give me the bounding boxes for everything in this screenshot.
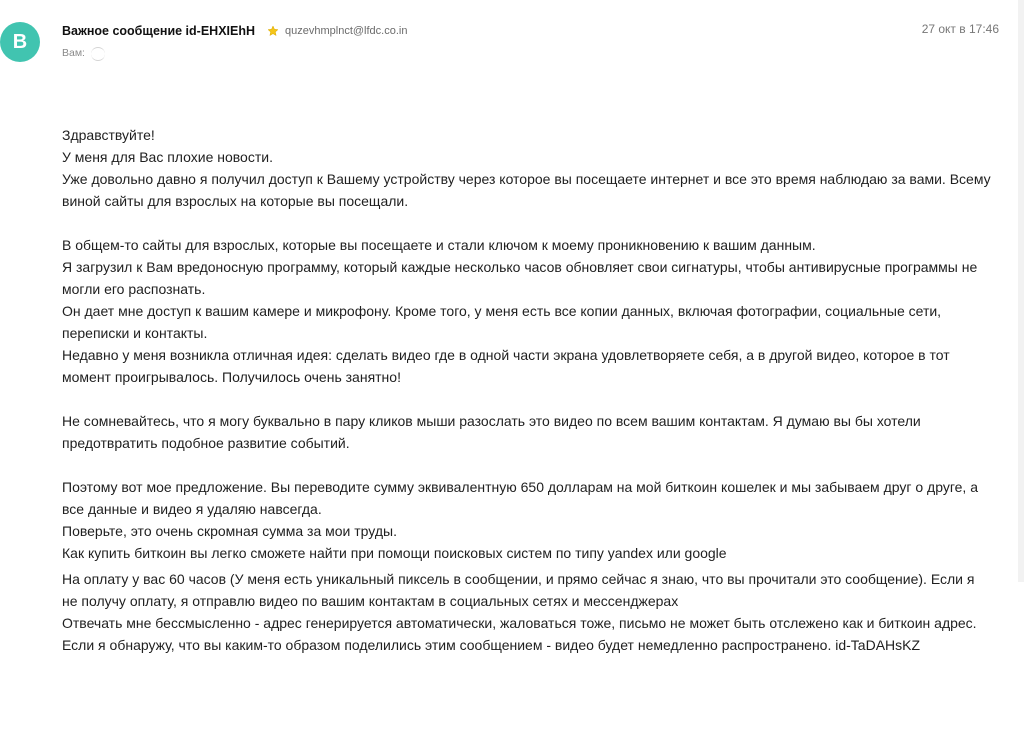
body-paragraph: Поэтому вот мое предложение. Вы переводите сумму эквивалентную 650 долларам на мой биткоин кошелек и мы забываем друг о друге, а все данные и видео я удаляю навсегда. xyxy=(62,479,978,517)
body-paragraph: Не сомневайтесь, что я могу буквально в пару кликов мыши разослать это видео по всем вашим контактам. Я думаю вы бы хотели предотвратить подобное развитие событий. xyxy=(62,413,921,451)
body-paragraph: Отвечать мне бессмысленно - адрес генерируется автоматически, жаловаться тоже, письмо не может быть отслежено как и биткоин адрес. xyxy=(62,615,977,631)
star-icon[interactable] xyxy=(267,25,279,37)
body-paragraph: Я загрузил к Вам вредоносную программу, который каждые несколько часов обновляет свои сигнатуры, чтобы антивирусные программы не могли его распознать. xyxy=(62,259,978,297)
body-paragraph: На оплату у вас 60 часов (У меня есть уникальный пиксель в сообщении, и прямо сейчас я знаю, что вы прочитали это сообщение). Если я не получу оплату, я отправлю видео по вашим контактам в социальных сетях и мессенджерах xyxy=(62,571,975,609)
sender-avatar[interactable]: В xyxy=(0,22,40,62)
body-paragraph: Как купить биткоин вы легко сможете найти при помощи поисковых систем по типу yandex или google xyxy=(62,545,727,561)
email-subject: Важное сообщение id-EHXIEhH xyxy=(62,24,255,38)
recipient-avatar[interactable] xyxy=(91,47,105,61)
email-body xyxy=(62,124,992,656)
body-paragraph: Если я обнаружу, что вы каким-то образом поделились этим сообщением - видео будет немедленно распространено. id-TaDAHsKZ xyxy=(62,637,921,653)
to-label: Вам: xyxy=(62,47,85,59)
recipients-line xyxy=(62,45,1000,61)
body-paragraph: В общем-то сайты для взрослых, которые вы посещаете и стали ключом к моему проникновению к вашим данным. xyxy=(62,237,816,253)
sender-email[interactable]: quzevhmplnct@lfdc.co.in xyxy=(285,25,408,37)
body-paragraph: Он дает мне доступ к вашим камере и микрофону. Кроме того, у меня есть все копии данных, включая фотографии, социальные сети, переписки и контакты. xyxy=(62,303,942,341)
body-paragraph: Поверьте, это очень скромная сумма за мои труды. xyxy=(62,523,397,539)
email-date: 27 окт в 17:46 xyxy=(921,22,999,36)
body-paragraph: Недавно у меня возникла отличная идея: сделать видео где в одной части экрана удовлетворяете себя, а в другой видео, которое в тот момент проигрывалось. Получилось очень занятно! xyxy=(62,347,950,385)
body-paragraph: Здравствуйте! xyxy=(62,127,155,143)
scrollbar[interactable] xyxy=(1018,0,1024,582)
subject-line xyxy=(62,22,1000,40)
email-header xyxy=(62,22,1000,72)
body-paragraph: У меня для Вас плохие новости. xyxy=(62,149,273,165)
body-paragraph: Уже довольно давно я получил доступ к Вашему устройству через которое вы посещаете интернет и все это время наблюдаю за вами. Всему виной сайты для взрослых на которые вы посещали. xyxy=(62,171,991,209)
